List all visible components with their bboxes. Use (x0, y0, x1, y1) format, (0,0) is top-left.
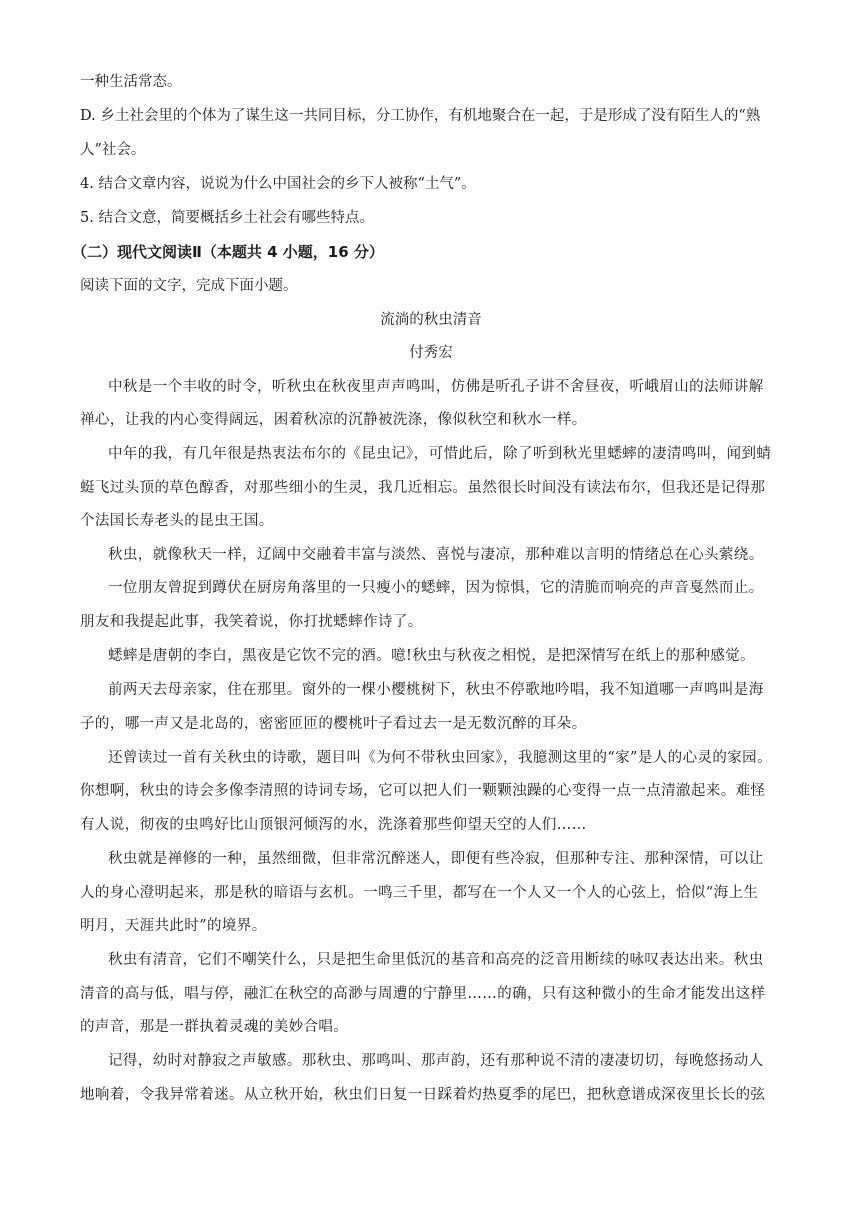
reading-instruction: 阅读下面的文字，完成下面小题。 (80, 278, 298, 294)
option-c-continuation: 一种生活常态。 (80, 74, 182, 90)
essay-line: 明月，天涯共此时”的境界。 (80, 918, 267, 934)
option-d-line-1: D. 乡土社会里的个体为了谋生这一共同目标，分工协作，有机地聚合在一起，于是形成了没有陌生人的“熟 (80, 108, 761, 124)
essay-line: 一位朋友曾捉到蹲伏在厨房角落里的一只瘦小的蟋蟀，因为惊惧，它的清脆而响亮的声音戛然而止。 (108, 580, 764, 596)
essay-line: 秋虫，就像秋天一样，辽阔中交融着丰富与淡然、喜悦与凄凉，那种难以言明的情绪总在心头萦绕。 (108, 547, 764, 563)
essay-line: 前两天去母亲家，住在那里。窗外的一棵小樱桃树下，秋虫不停歌地吟唱，我不知道哪一声鸣叫是海 (108, 682, 764, 698)
option-d-line-2: 人”社会。 (80, 142, 146, 158)
essay-line: 蜓飞过头顶的草色醇香，对那些细小的生灵，我几近相忘。虽然很长时间没有读法布尔，但我还是记得那 (80, 480, 766, 496)
essay-line: 你想啊，秋虫的诗会多像李清照的诗词专场，它可以把人们一颗颗浊躁的心变得一点一点清澈起来。难怪 (80, 783, 766, 799)
essay-author: 付秀宏 (409, 345, 453, 361)
essay-line: 蟋蟀是唐朝的李白，黑夜是它饮不完的酒。噫!秋虫与秋夜之相悦，是把深情写在纸上的那种感觉。 (108, 648, 755, 664)
essay-line: 人的身心澄明起来，那是秋的暗语与玄机。一鸣三千里，都写在一个人又一个人的心弦上，恰似“海上生 (80, 885, 759, 901)
essay-line: 禅心，让我的内心变得阔远，困着秋凉的沉静被洗涤，像似秋空和秋水一样。 (80, 412, 587, 428)
essay-line: 有人说，彻夜的虫鸣好比山顶银河倾泻的水，洗涤着那些仰望天空的人们…… (80, 817, 587, 833)
essay-line: 清音的高与低，唱与停，融汇在秋空的高渺与周遭的宁静里……的确，只有这种微小的生命才能发出这样 (80, 986, 766, 1002)
essay-line: 朋友和我提起此事，我笑着说，你打扰蟋蟀作诗了。 (80, 614, 423, 630)
essay-line: 中秋是一个丰收的时令，听秋虫在秋夜里声声鸣叫，仿佛是听孔子讲不舍昼夜，听峨眉山的法师讲解 (108, 379, 764, 395)
question-4: 4. 结合文章内容，说说为什么中国社会的乡下人被称“土气”。 (80, 176, 476, 192)
essay-title: 流淌的秋虫清音 (380, 312, 482, 328)
essay-line: 秋虫就是禅修的一种，虽然细微，但非常沉醉迷人，即便有些冷寂，但那种专注、那种深情，可以让 (108, 851, 764, 867)
essay-line: 记得，幼时对静寂之声敏感。那秋虫、那鸣叫、那声韵，还有那种说不清的凄凄切切，每晚悠扬动人 (108, 1053, 764, 1069)
essay-line: 还曾读过一首有关秋虫的诗歌，题目叫《为何不带秋虫回家》，我臆测这里的“家”是人的心灵的家园。 (108, 750, 772, 766)
essay-line: 秋虫有清音，它们不嘲笑什么，只是把生命里低沉的基音和高亮的泛音用断续的咏叹表达出来。秋虫 (108, 952, 764, 968)
essay-line: 的声音，那是一群执着灵魂的美妙合唱。 (80, 1019, 349, 1035)
essay-line: 地响着，令我异常着迷。从立秋开始，秋虫们日复一日踩着灼热夏季的尾巴，把秋意谱成深夜里长长的弦 (80, 1087, 766, 1103)
essay-line: 中年的我，有几年很是热衷法布尔的《昆虫记》，可惜此后，除了听到秋光里蟋蟀的凄清鸣叫，闻到蜻 (108, 446, 772, 462)
section-heading: （二）现代文阅读Ⅱ（本题共 4 小题，16 分） (72, 243, 384, 261)
essay-line: 子的，哪一声又是北岛的，密密匝匝的樱桃叶子看过去一是无数沉醉的耳朵。 (80, 716, 587, 732)
essay-line: 个法国长寿老头的昆虫王国。 (80, 513, 274, 529)
question-5: 5. 结合文意，简要概括乡土社会有哪些特点。 (80, 210, 374, 226)
